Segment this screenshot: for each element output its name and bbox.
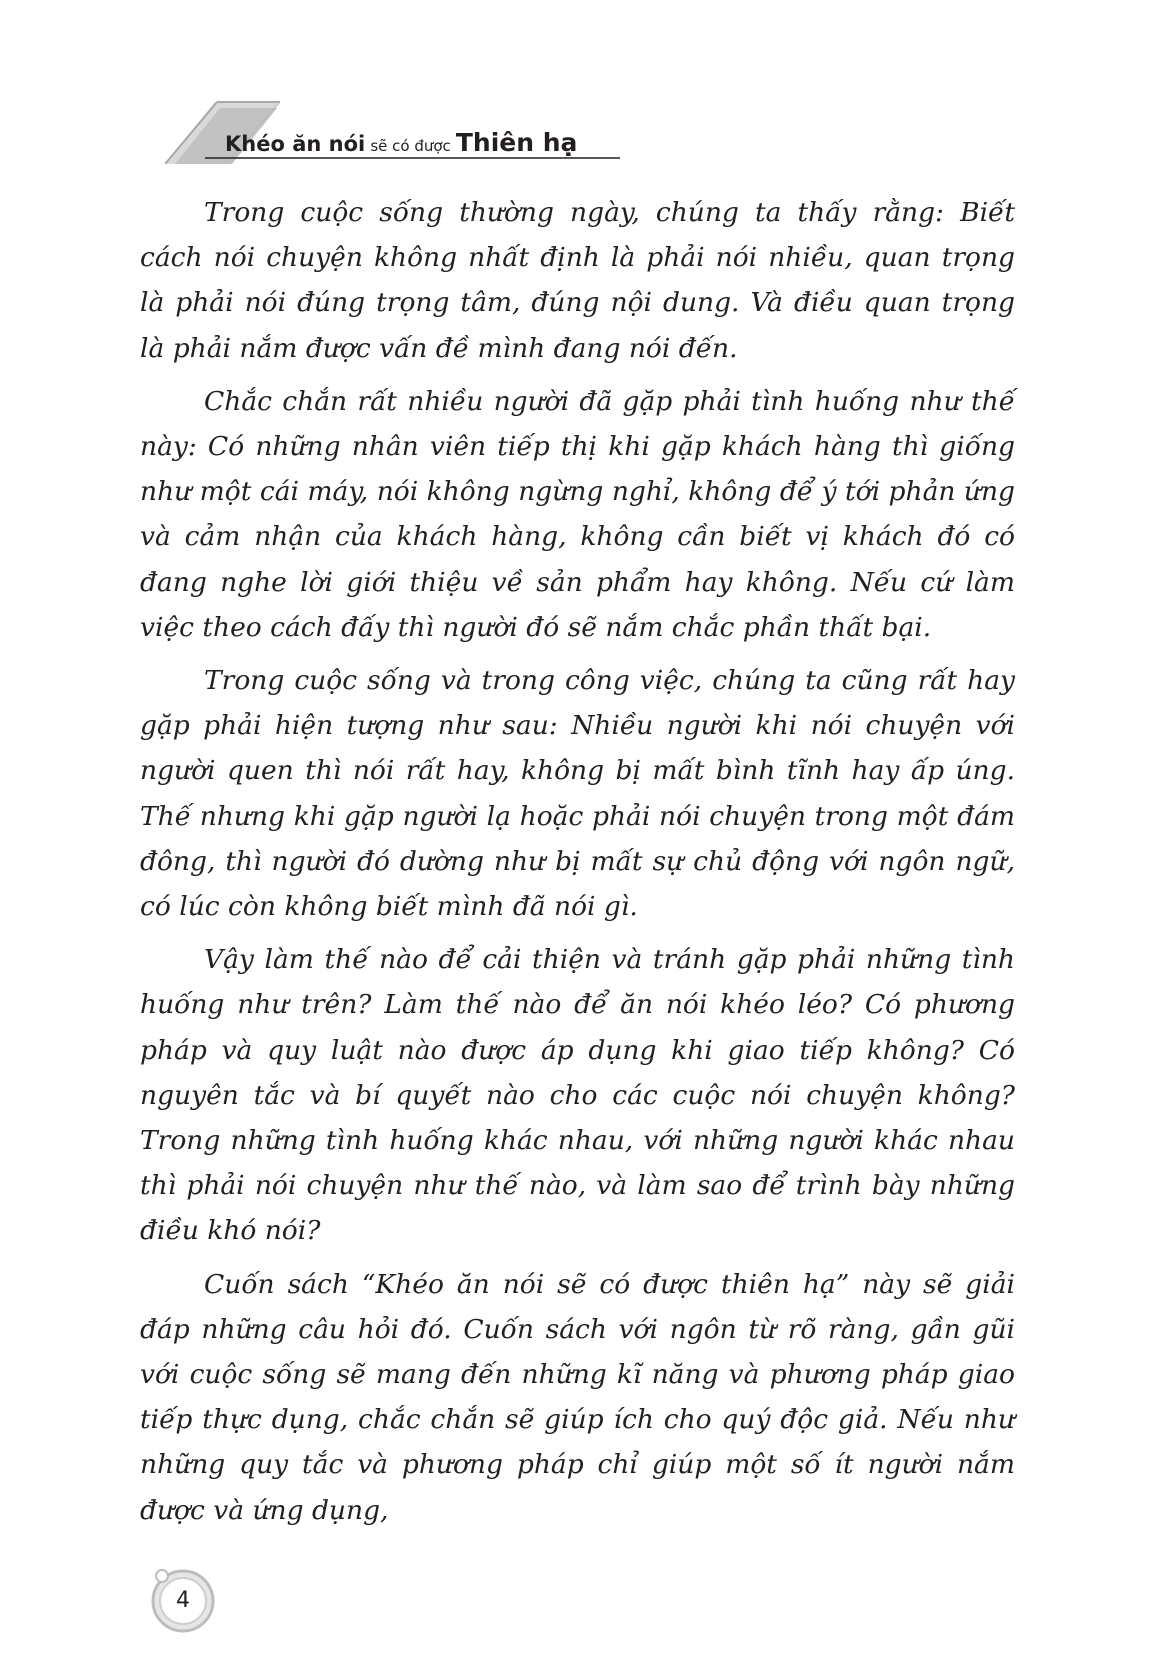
book-title-part-2: sẽ có được (370, 137, 451, 155)
book-title (225, 128, 577, 157)
paragraph: Vậy làm thế nào để cải thiện và tránh gặp phải những tình huống như trên? Làm thế nào để ăn nói khéo léo? Có phương pháp và quy luật nào được áp dụng khi giao tiếp không? Có nguyên tắc và bí quyết nào cho các cuộc nói chuyện không? Trong những tình huống khác nhau, với những người khác nhau thì phải nói chuyện như thế nào, và làm sao để trình bày những điều khó nói? (140, 944, 1015, 1247)
paragraph: Chắc chắn rất nhiều người đã gặp phải tình huống như thế này: Có những nhân viên tiếp thị khi gặp khách hàng thì giống như một cái máy, nói không ngừng nghỉ, không để ý tới phản ứng và cảm nhận của khách hàng, không cần biết vị khách đó có đang nghe lời giới thiệu về sản phẩm hay không. Nếu cứ làm việc theo cách đấy thì người đó sẽ nắm chắc phần thất bại. (140, 385, 1015, 643)
running-header (165, 92, 625, 182)
paragraph: Trong cuộc sống và trong công việc, chúng ta cũng rất hay gặp phải hiện tượng như sau: Nhiều người khi nói chuyện với người quen thì nói rất hay, không bị mất bình tĩnh hay ấp úng. Thế nhưng khi gặp người lạ hoặc phải nói chuyện trong một đám đông, thì người đó dường như bị mất sự chủ động với ngôn ngữ, có lúc còn không biết mình đã nói gì. (140, 665, 1015, 923)
book-title-part-3: Thiên hạ (455, 128, 578, 157)
page-number-badge (150, 1568, 216, 1634)
body-text (140, 190, 1015, 1541)
page-number: 4 (176, 1588, 190, 1613)
book-title-part-1: Khéo ăn nói (225, 132, 366, 156)
paragraph: Cuốn sách “Khéo ăn nói sẽ có được thiên hạ” này sẽ giải đáp những câu hỏi đó. Cuốn sách với ngôn từ rõ ràng, gần gũi với cuộc sống sẽ mang đến những kĩ năng và phương pháp giao tiếp thực dụng, chắc chắn sẽ giúp ích cho quý độc giả. Nếu như những quy tắc và phương pháp chỉ giúp một số ít người nắm được và ứng dụng, (140, 1268, 1015, 1526)
paragraph: Trong cuộc sống thường ngày, chúng ta thấy rằng: Biết cách nói chuyện không nhất định là phải nói nhiều, quan trọng là phải nói đúng trọng tâm, đúng nội dung. Và điều quan trọng là phải nắm được vấn đề mình đang nói đến. (140, 197, 1015, 364)
